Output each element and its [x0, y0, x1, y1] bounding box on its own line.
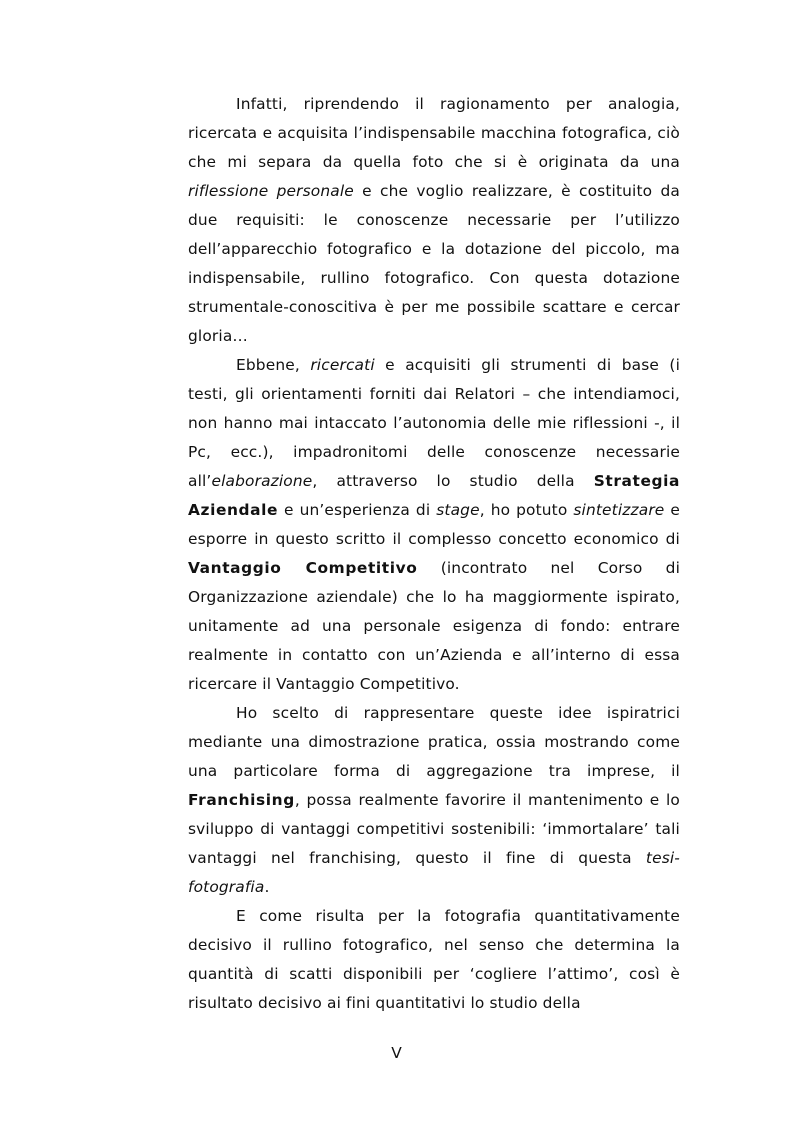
italic-text: riflessione personale — [188, 182, 354, 200]
text-run: E come risulta per la fotografia quantitativamente decisivo il rullino fotografico, nel senso che determina la quantità di scatti disponibili per ‘cogliere l’attimo’, così è risultato decisivo ai fini quantitativi lo studio della — [188, 907, 680, 1012]
page-body — [188, 90, 680, 1018]
text-run: e che voglio realizzare, è costituito da due requisiti: le conoscenze necessarie per l’utilizzo dell’apparecchio fotografico e la dotazione del piccolo, ma indispensabile, rullino fotografico. Con questa dotazione strumentale-conoscitiva è per me possibile scattare e cercar gloria… — [188, 182, 680, 345]
italic-text: elaborazione — [211, 472, 313, 490]
text-run: Infatti, riprendendo il ragionamento per analogia, ricercata e acquisita l’indispensabile macchina fotografica, ciò che mi separa da quella foto che si è originata da una — [188, 95, 680, 171]
text-run: e esporre in questo scritto il complesso concetto economico di — [188, 501, 680, 548]
paragraph-1 — [188, 90, 680, 351]
text-run: Ho scelto di rappresentare queste idee ispiratrici mediante una dimostrazione pratica, ossia mostrando come una particolare forma di aggregazione tra imprese, il — [188, 704, 680, 780]
italic-text: ricercati — [310, 356, 375, 374]
paragraph-2 — [188, 351, 680, 699]
text-run: , attraverso lo studio della — [312, 472, 594, 490]
text-run: Ebbene, — [236, 356, 311, 374]
paragraph-4 — [188, 902, 680, 1018]
italic-text: stage — [436, 501, 480, 519]
text-run: . — [264, 878, 270, 896]
text-run: e un’esperienza di — [278, 501, 437, 519]
bold-text: Franchising — [188, 791, 295, 809]
page-number: V — [391, 1044, 402, 1062]
bold-text: Strategia Aziendale — [188, 472, 680, 519]
text-run: (incontrato nel Corso di Organizzazione aziendale) che lo ha maggiormente ispirato, unitamente ad una personale esigenza di fondo: entrare realmente in contatto con un’Azienda e all’interno di essa ricercare il Vantaggio Competitivo. — [188, 559, 681, 693]
text-run: , ho potuto — [479, 501, 574, 519]
text-run: , possa realmente favorire il mantenimento e lo sviluppo di vantaggi competitivi sostenibili: ‘immortalare’ tali vantaggi nel franchising, questo il fine di questa — [188, 791, 680, 867]
text-run: e acquisiti gli strumenti di base (i testi, gli orientamenti forniti dai Relatori – che intendiamoci, non hanno mai intaccato l’autonomia delle mie riflessioni -, il Pc, ecc.), impadronitomi delle conoscenze necessarie all’ — [188, 356, 680, 490]
paragraph-3 — [188, 699, 680, 902]
italic-text: tesi-fotografia — [188, 849, 680, 896]
bold-text: Vantaggio Competitivo — [188, 559, 418, 577]
italic-text: sintetizzare — [573, 501, 665, 519]
